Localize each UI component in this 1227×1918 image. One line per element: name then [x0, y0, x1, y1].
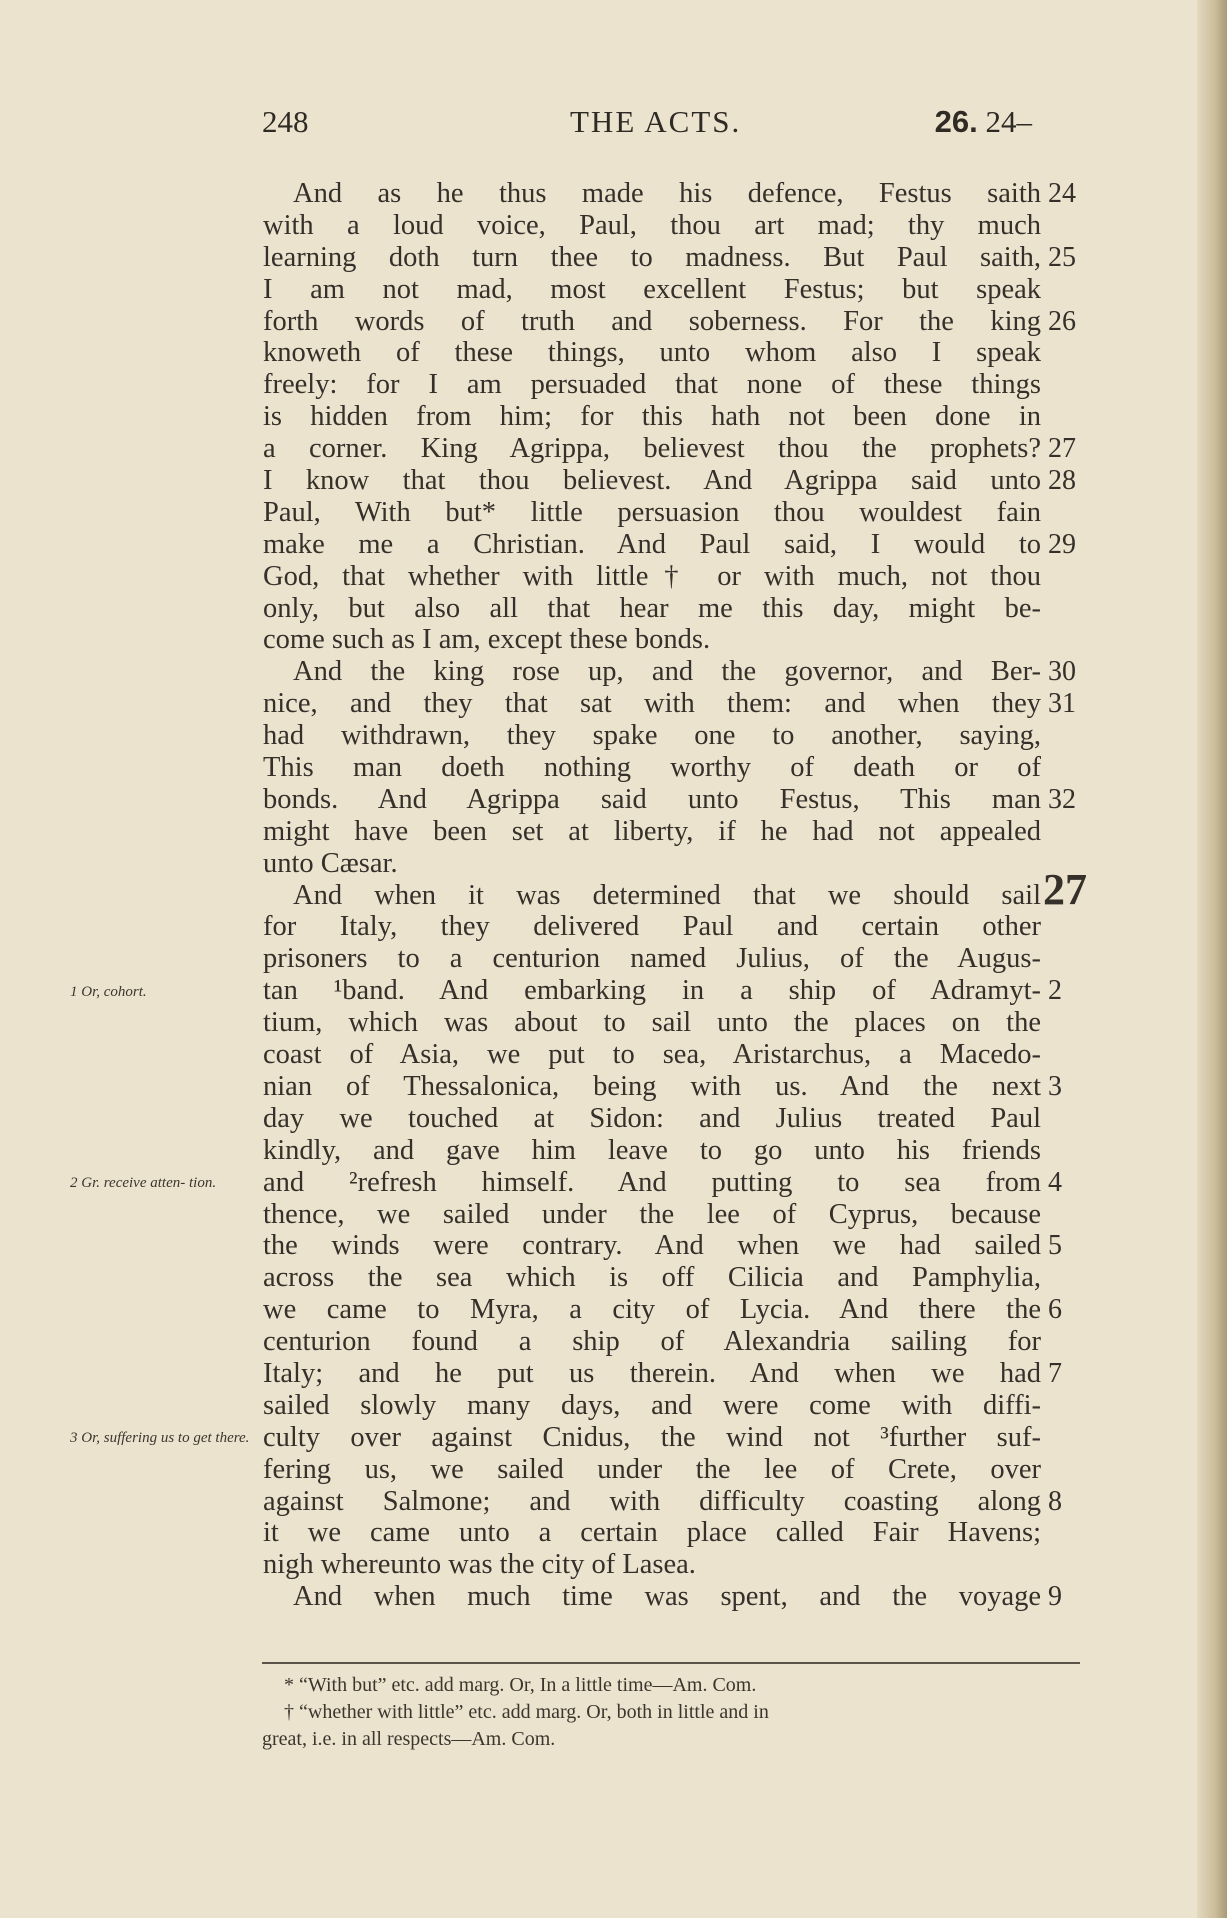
text-line: [263, 752, 1043, 784]
margin-note: 2 Gr. receive atten- tion.: [70, 1174, 217, 1191]
text-line-content: And when much time was spent, and the voyage: [293, 1581, 1041, 1613]
text-line: [263, 1422, 1043, 1454]
text-line: [263, 624, 1043, 656]
text-line: [263, 688, 1076, 720]
text-line: [263, 783, 1076, 816]
text-line: [263, 401, 1043, 433]
text-line: [263, 593, 1043, 625]
footnote-2-continued: great, i.e. in all respects—Am. Com.: [262, 1728, 556, 1750]
text-line-content: only, but also all that hear me this day, might be-: [263, 592, 1041, 624]
verse-number: 28: [1048, 465, 1076, 497]
text-line-content: nian of Thessalonica, being with us. And the next: [263, 1070, 1041, 1102]
text-line: [263, 178, 1076, 210]
text-line: [263, 241, 1076, 274]
verse-number: 9: [1048, 1581, 1062, 1613]
text-line: [263, 369, 1043, 401]
text-line-content: thence, we sailed under the lee of Cyprus, because: [263, 1198, 1041, 1230]
text-line-content: day we touched at Sidon: and Julius treated Paul: [263, 1102, 1041, 1134]
text-line: [263, 864, 1087, 914]
text-line: [263, 1103, 1043, 1135]
footnote-2: † “whether with little” etc. add marg. Or, both in little and in: [284, 1701, 769, 1723]
text-line-content: I am not mad, most excellent Festus; but speak: [263, 273, 1041, 305]
verse-number: 24: [1048, 178, 1076, 209]
text-line-content: I know that thou believest. And Agrippa said unto: [263, 465, 1041, 497]
text-line-content: had withdrawn, they spake one to another, saying,: [263, 720, 1041, 752]
text-line-content: unto Cæsar.: [263, 847, 398, 879]
text-line-content: And as he thus made his defence, Festus saith: [293, 178, 1041, 209]
text-line: [263, 1485, 1062, 1518]
text-line: [263, 1070, 1062, 1103]
text-line-content: with a loud voice, Paul, thou art mad; thy much: [263, 209, 1041, 241]
chapter-verse-reference: [935, 104, 1032, 140]
text-line: [263, 274, 1043, 306]
text-line: [263, 1007, 1043, 1039]
verse-number: 27: [1048, 433, 1076, 465]
margin-note: 3 Or, suffering us to get there.: [70, 1430, 250, 1447]
text-line-content: come such as I am, except these bonds.: [263, 624, 711, 656]
text-line: [263, 497, 1043, 529]
text-line: [263, 561, 1043, 593]
verse-number: 25: [1048, 241, 1076, 273]
text-line: [263, 1039, 1043, 1071]
text-line: [263, 1262, 1043, 1294]
text-line: [263, 848, 1043, 880]
text-line-content: nice, and they that sat with them: and when they: [263, 688, 1041, 720]
verse-number: 31: [1048, 688, 1076, 720]
text-line-content: forth words of truth and soberness. For the king: [263, 305, 1041, 337]
text-line-content: a corner. King Agrippa, believest thou the prophets?: [263, 433, 1041, 465]
running-title: THE ACTS.: [570, 104, 742, 139]
text-line-content: This man doeth nothing worthy of death or of: [263, 752, 1041, 784]
text-line: [263, 1326, 1043, 1358]
text-line: [263, 1581, 1062, 1613]
text-line: [263, 1199, 1043, 1231]
text-line-content: it we came unto a certain place called Fair Havens;: [263, 1517, 1041, 1549]
text-line-content: Paul, With but* little persuasion thou wouldest fain: [263, 496, 1041, 528]
text-line-content: across the sea which is off Cilicia and Pamphylia,: [263, 1262, 1041, 1294]
text-line-content: coast of Asia, we put to sea, Aristarchus, a Macedo-: [263, 1039, 1041, 1071]
text-line-content: and ²refresh himself. And putting to sea from: [263, 1166, 1041, 1198]
verse-range: 24–: [985, 104, 1032, 139]
text-line-content: prisoners to a centurion named Julius, of the Augus-: [263, 943, 1041, 975]
footnote-rule: [262, 1662, 1080, 1664]
text-line: [263, 656, 1076, 688]
text-line-content: tan ¹band. And embarking in a ship of Adramyt-: [263, 975, 1041, 1007]
text-line-content: for Italy, they delivered Paul and certain other: [263, 911, 1041, 943]
verse-number: 5: [1048, 1230, 1062, 1262]
text-line: [263, 1166, 1062, 1199]
text-line: [263, 975, 1062, 1007]
verse-number: 7: [1048, 1357, 1062, 1389]
page-number: 248: [262, 104, 309, 139]
text-line-content: against Salmone; and with difficulty coasting along: [263, 1485, 1041, 1517]
text-line-content: Italy; and he put us therein. And when we had: [263, 1357, 1041, 1389]
text-line-content: might have been set at liberty, if he had not appealed: [263, 815, 1041, 847]
text-line-content: And when it was determined that we should sail: [293, 879, 1041, 911]
text-line: [263, 943, 1043, 975]
verse-number: 2: [1048, 975, 1062, 1007]
chapter-number: 26.: [934, 104, 978, 139]
text-line-content: culty over against Cnidus, the wind not ³further suf-: [263, 1421, 1041, 1453]
text-line: [263, 1230, 1062, 1262]
verse-number: 26: [1048, 305, 1076, 337]
text-line: [263, 1357, 1062, 1390]
text-line: [263, 210, 1043, 242]
verse-number: 4: [1048, 1166, 1062, 1198]
text-line-content: bonds. And Agrippa said unto Festus, This man: [263, 783, 1041, 815]
text-line: [263, 816, 1043, 848]
text-line-content: learning doth turn thee to madness. But Paul saith,: [263, 241, 1041, 273]
text-line-content: And the king rose up, and the governor, and Ber-: [293, 656, 1041, 688]
footnotes: [262, 1672, 1080, 1753]
text-line: [263, 1517, 1043, 1549]
text-line-content: centurion found a ship of Alexandria sailing for: [263, 1326, 1041, 1358]
text-line: [263, 1294, 1062, 1326]
margin-note: 1 Or, cohort.: [70, 983, 147, 1000]
text-line: [263, 465, 1076, 497]
text-line: [263, 1549, 1043, 1581]
text-line-content: is hidden from him; for this hath not been done in: [263, 401, 1041, 433]
text-line: [263, 720, 1043, 752]
footnote-1: * “With but” etc. add marg. Or, In a little time—Am. Com.: [284, 1674, 757, 1696]
verse-number: 30: [1048, 656, 1076, 688]
page-header: [262, 104, 1032, 150]
text-line-content: the winds were contrary. And when we had sailed: [263, 1230, 1041, 1262]
text-line-content: nigh whereunto was the city of Lasea.: [263, 1549, 696, 1581]
text-line-content: kindly, and gave him leave to go unto his friends: [263, 1134, 1041, 1166]
text-line-content: knoweth of these things, unto whom also I speak: [263, 337, 1041, 369]
text-line-content: fering us, we sailed under the lee of Crete, over: [263, 1453, 1041, 1485]
chapter-number-marker: 27: [1043, 864, 1087, 914]
text-line: [263, 337, 1043, 369]
text-line: [263, 433, 1076, 465]
scripture-text: [263, 178, 1087, 1613]
text-line: [263, 528, 1076, 561]
text-line: [263, 1135, 1043, 1167]
text-line-content: God, that whether with little† or with much, not thou: [263, 560, 1041, 592]
text-line: [263, 911, 1043, 943]
verse-number: 8: [1048, 1485, 1062, 1517]
text-line: [263, 305, 1076, 338]
text-line-content: we came to Myra, a city of Lycia. And there the: [263, 1294, 1041, 1326]
text-line-content: make me a Christian. And Paul said, I would to: [263, 528, 1041, 560]
text-line: [263, 1390, 1043, 1422]
verse-number: 3: [1048, 1070, 1062, 1102]
verse-number: 32: [1048, 783, 1076, 815]
text-line-content: tium, which was about to sail unto the places on the: [263, 1007, 1041, 1039]
verse-number: 6: [1048, 1294, 1062, 1326]
page-edge-shadow: [1197, 0, 1227, 1918]
text-line-content: sailed slowly many days, and were come with diffi-: [263, 1389, 1041, 1421]
text-line: [263, 1454, 1043, 1486]
verse-number: 29: [1048, 528, 1076, 560]
text-line-content: freely: for I am persuaded that none of these things: [263, 369, 1041, 401]
